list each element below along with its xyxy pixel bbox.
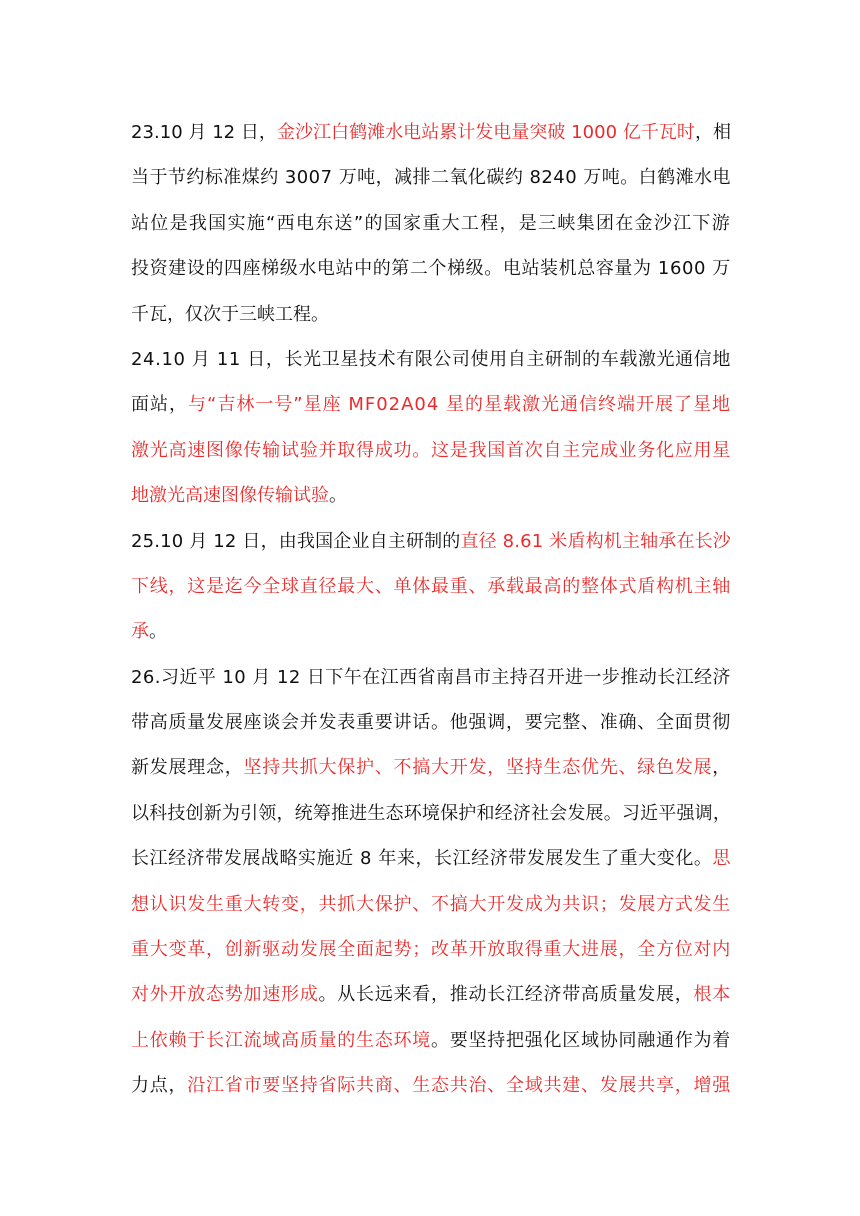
paragraph-23-line — [131, 292, 731, 337]
paragraph-26-line — [131, 836, 731, 881]
paragraph-26-line — [131, 791, 731, 836]
paragraph-26-line — [131, 655, 731, 700]
body-text: 力点， — [131, 1075, 188, 1097]
body-text: 。要坚持把强化区域协同融通作为着 — [431, 1029, 731, 1051]
body-text: 投资建设的四座梯级水电站中的第二个梯级。电站装机总容量为 1600 万 — [131, 258, 732, 280]
paragraph-25-line — [131, 609, 731, 654]
body-text: 长江经济带发展战略实施近 8 年来，长江经济带发展发生了重大变化。 — [131, 848, 713, 870]
paragraph-23-line — [131, 246, 731, 291]
highlighted-text: 直径 8.61 米盾构机主轴承在长沙 — [460, 530, 731, 552]
body-text: 面站， — [131, 394, 188, 416]
highlighted-text: 承 — [131, 621, 149, 643]
highlighted-text: 与“吉林一号”星座 MF02A04 星的星载激光通信终端开展了星地 — [188, 394, 731, 416]
paragraph-23-line — [131, 201, 731, 246]
highlighted-text: 坚持共抓大保护、不搞大开发，坚持生态优先、绿色发展 — [243, 757, 713, 779]
highlighted-text: 地激光高速图像传输试验 — [131, 485, 329, 507]
body-text: 站位是我国实施“西电东送”的国家重大工程，是三峡集团在金沙江下游 — [131, 212, 731, 234]
highlighted-text: 金沙江白鹤滩水电站累计发电量突破 1000 亿千瓦时 — [276, 122, 695, 143]
paragraph-24-line — [131, 382, 731, 427]
body-text: 26.习近平 10 月 12 日下午在江西省南昌市主持召开进一步推动长江经济 — [131, 666, 732, 688]
body-text: 25.10 月 12 日，由我国企业自主研制的 — [131, 530, 461, 552]
paragraph-23-line — [131, 110, 731, 155]
paragraph-26-line — [131, 700, 731, 745]
paragraph-26-line — [131, 927, 731, 972]
highlighted-text: 下线，这是迄今全球直径最大、单体最重、承载最高的整体式盾构机主轴 — [131, 575, 731, 597]
body-text: ，相 — [694, 122, 732, 143]
body-text: 。 — [149, 621, 167, 643]
body-text: ， — [712, 757, 731, 779]
paragraph-23-line — [131, 155, 731, 200]
body-text: 带高质量发展座谈会并发表重要讲话。他强调，要完整、准确、全面贯彻 — [131, 712, 731, 734]
body-text: 。 — [329, 485, 347, 507]
body-text: 23.10 月 12 日， — [131, 122, 277, 143]
paragraph-26-line — [131, 1018, 731, 1063]
paragraph-26-line — [131, 1063, 731, 1108]
paragraph-26-line — [131, 972, 731, 1017]
paragraph-26-line — [131, 882, 731, 927]
highlighted-text: 对外开放态势加速形成 — [131, 984, 319, 1006]
highlighted-text: 根本 — [693, 984, 731, 1006]
highlighted-text: 思 — [712, 848, 732, 870]
highlighted-text: 上依赖于长江流域高质量的生态环境 — [131, 1029, 431, 1051]
paragraph-25-line — [131, 519, 731, 564]
body-text: 当于节约标准煤约 3007 万吨，减排二氧化碳约 8240 万吨。白鹤滩水电 — [131, 167, 731, 189]
highlighted-text: 想认识发生重大转变，共抓大保护、不搞大开发成为共识；发展方式发生 — [131, 893, 731, 915]
body-text: 24.10 月 11 日，长光卫星技术有限公司使用自主研制的车载激光通信地 — [131, 348, 731, 370]
document-body — [131, 110, 731, 1109]
paragraph-25-line — [131, 564, 731, 609]
paragraph-26-line — [131, 745, 731, 790]
highlighted-text: 沿江省市要坚持省际共商、生态共治、全域共建、发展共享，增强 — [187, 1075, 731, 1097]
body-text: 。从长远来看，推动长江经济带高质量发展， — [318, 984, 694, 1006]
body-text: 新发展理念， — [131, 757, 244, 779]
paragraph-24-line — [131, 337, 731, 382]
highlighted-text: 重大变革，创新驱动发展全面起势；改革开放取得重大进展，全方位对内 — [131, 939, 731, 961]
body-text: 以科技创新为引领，统筹推进生态环境保护和经济社会发展。习近平强调， — [131, 802, 732, 824]
paragraph-24-line — [131, 473, 731, 518]
body-text: 千瓦，仅次于三峡工程。 — [131, 303, 329, 325]
highlighted-text: 激光高速图像传输试验并取得成功。这是我国首次自主完成业务化应用星 — [131, 439, 731, 461]
paragraph-24-line — [131, 428, 731, 473]
